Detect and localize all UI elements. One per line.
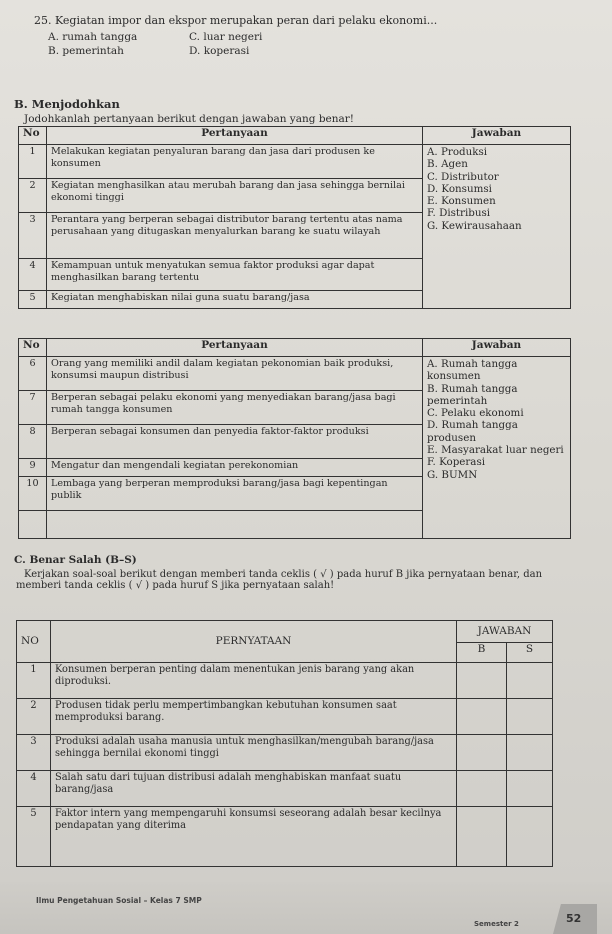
table2-answer-c: C. Pelaku ekonomi	[427, 407, 524, 420]
section-c-instruction-1: Kerjakan soal-soal berikut dengan memberi tanda ceklis ( √ ) pada huruf B jika pernyataan benar, dan	[24, 569, 543, 580]
table2-row-6-question: Orang yang memiliki andil dalam kegiatan pekonomian baik produksi, konsumsi maupun distribusi	[47, 357, 423, 391]
table3-header-s: S	[507, 643, 553, 663]
table1-row-1-question: Melakukan kegiatan penyaluran barang dan jasa dari produsen ke konsumen	[47, 145, 423, 179]
table1-answer-d: D. Konsumsi	[427, 182, 492, 195]
section-c-title: C. Benar Salah (B–S)	[14, 554, 137, 566]
table3-row-2-statement: Produsen tidak perlu mempertimbangkan kebutuhan konsumen saat memproduksi barang.	[51, 699, 457, 735]
table1-row-2-no: 2	[19, 179, 47, 213]
table2-answer-list	[423, 357, 571, 539]
table3-row-3-no: 3	[17, 735, 51, 771]
question-25: 25. Kegiatan impor dan ekspor merupakan peran dari pelaku ekonomi...	[34, 14, 438, 27]
page-number: 52	[566, 912, 582, 925]
table3-row-5-s-cell[interactable]	[507, 807, 553, 867]
table3-row-4-no: 4	[17, 771, 51, 807]
table3-row-2-s-cell[interactable]	[507, 699, 553, 735]
table2-empty-cell	[47, 511, 423, 539]
table2-answer-d: D. Rumah tangga produsen	[427, 419, 518, 444]
q25-option-c: C. luar negeri	[189, 31, 263, 43]
table1-answer-e: E. Konsumen	[427, 195, 496, 208]
table2-empty-cell	[19, 511, 47, 539]
table2-answer-b: B. Rumah tangga pemerintah	[427, 382, 518, 407]
table3-row-4-statement: Salah satu dari tujuan distribusi adalah menghabiskan manfaat suatu barang/jasa	[51, 771, 457, 807]
table1-row-2-question: Kegiatan menghasilkan atau merubah barang dan jasa sehingga bernilai ekonomi tinggi	[47, 179, 423, 213]
table3-row-5-no: 5	[17, 807, 51, 867]
table2-header-question: Pertanyaan	[47, 339, 423, 357]
table3-row-1-s-cell[interactable]	[507, 663, 553, 699]
table3-row-2-no: 2	[17, 699, 51, 735]
table3-header-no: NO	[17, 621, 51, 663]
table3-row-5-statement: Faktor intern yang mempengaruhi konsumsi seseorang adalah besar kecilnya pendapatan yang diterima	[51, 807, 457, 867]
table1-row-3-no: 3	[19, 213, 47, 259]
true-false-table	[16, 620, 553, 867]
section-b-instruction: Jodohkanlah pertanyaan berikut dengan jawaban yang benar!	[24, 113, 355, 125]
table1-answer-list	[423, 145, 571, 309]
table1-answer-g: G. Kewirausahaan	[427, 219, 522, 232]
table2-row-8-question: Berperan sebagai konsumen dan penyedia faktor-faktor produksi	[47, 425, 423, 459]
table1-header-answer: Jawaban	[423, 127, 571, 145]
table3-row-3-s-cell[interactable]	[507, 735, 553, 771]
footer-strip	[0, 882, 612, 934]
table2-row-7-no: 7	[19, 391, 47, 425]
table1-row-4-question: Kemampuan untuk menyatukan semua faktor produksi agar dapat menghasilkan barang tertentu	[47, 259, 423, 291]
table3-header-answer: JAWABAN	[457, 621, 553, 643]
matching-table-1	[18, 126, 571, 309]
table3-row-1-b-cell[interactable]	[457, 663, 507, 699]
table1-answer-f: F. Distribusi	[427, 207, 491, 220]
table3-row-2-b-cell[interactable]	[457, 699, 507, 735]
table3-row-1-statement: Konsumen berperan penting dalam menentukan jenis barang yang akan diproduksi.	[51, 663, 457, 699]
table3-row-3-b-cell[interactable]	[457, 735, 507, 771]
table2-row-7-question: Berperan sebagai pelaku ekonomi yang menyediakan barang/jasa bagi rumah tangga konsumen	[47, 391, 423, 425]
table2-answer-a: A. Rumah tangga konsumen	[427, 358, 518, 383]
q25-option-d: D. koperasi	[189, 45, 250, 57]
table1-row-4-no: 4	[19, 259, 47, 291]
table2-row-6-no: 6	[19, 357, 47, 391]
table1-answer-b: B. Agen	[427, 158, 468, 171]
table2-row-9-question: Mengatur dan mengendali kegiatan perekonomian	[47, 459, 423, 477]
table2-header-no: No	[19, 339, 47, 357]
table2-answer-f: F. Koperasi	[427, 456, 486, 469]
q25-option-a: A. rumah tangga	[48, 31, 138, 43]
table1-header-question: Pertanyaan	[47, 127, 423, 145]
table1-row-3-question: Perantara yang berperan sebagai distributor barang tertentu atas nama perusahaan yang ditugaskan menyalurkan barang ke suatu wilayah	[47, 213, 423, 259]
table1-row-5-question: Kegiatan menghabiskan nilai guna suatu barang/jasa	[47, 291, 423, 309]
table3-row-4-s-cell[interactable]	[507, 771, 553, 807]
matching-table-2	[18, 338, 571, 539]
table3-row-3-statement: Produksi adalah usaha manusia untuk menghasilkan/mengubah barang/jasa sehingga bernilai ekonomi tinggi	[51, 735, 457, 771]
table2-answer-e: E. Masyarakat luar negeri	[427, 444, 564, 457]
q25-option-b: B. pemerintah	[48, 45, 124, 57]
table1-answer-a: A. Produksi	[427, 146, 488, 158]
table1-answer-c: C. Distributor	[427, 170, 499, 183]
table2-row-10-no: 10	[19, 477, 47, 511]
table2-row-10-question: Lembaga yang berperan memproduksi barang/jasa bagi kepentingan publik	[47, 477, 423, 511]
table2-answer-g: G. BUMN	[427, 468, 478, 481]
section-c-instruction-2: memberi tanda ceklis ( √ ) pada huruf S jika pernyataan salah!	[16, 580, 335, 591]
table2-header-answer: Jawaban	[423, 339, 571, 357]
table3-row-5-b-cell[interactable]	[457, 807, 507, 867]
table1-row-1-no: 1	[19, 145, 47, 179]
table1-header-no: No	[19, 127, 47, 145]
book-title: Ilmu Pengetahuan Sosial – Kelas 7 SMP	[36, 896, 202, 905]
table3-row-4-b-cell[interactable]	[457, 771, 507, 807]
table3-row-1-no: 1	[17, 663, 51, 699]
section-b-title: B. Menjodohkan	[14, 97, 120, 111]
table3-header-statement: PERNYATAAN	[51, 621, 457, 663]
table2-row-9-no: 9	[19, 459, 47, 477]
table3-header-b: B	[457, 643, 507, 663]
semester-label: Semester 2	[474, 920, 519, 928]
table2-row-8-no: 8	[19, 425, 47, 459]
table1-row-5-no: 5	[19, 291, 47, 309]
